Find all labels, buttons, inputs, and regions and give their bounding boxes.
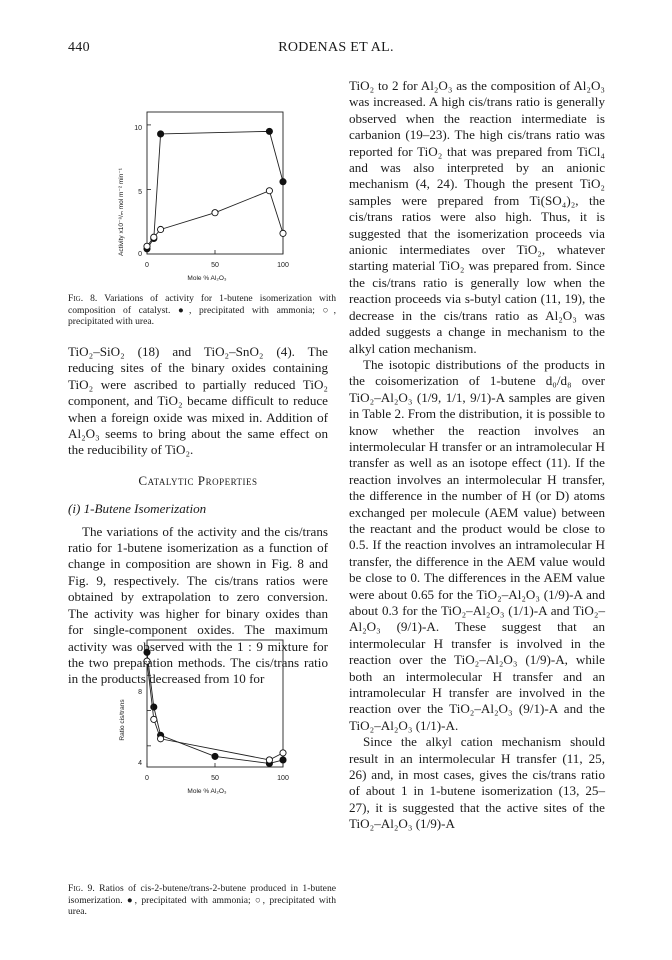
left-paragraph-1: TiO₂–SiO₂ (18) and TiO₂–SnO₂ (4). The reducing sites of the binary oxides containing TiO₂ were ascribed to partially reduced TiO₂ component, and TiO₂ became difficult to reduce when a foreign oxide was mixed in. Addition of Al₂O₃ seems to bring about the same effect on the reducibility of TiO₂. (68, 344, 328, 458)
fig9-y-tick-8: 8 (138, 689, 142, 696)
fig8-y-tick-10: 10 (134, 125, 142, 132)
right-paragraph-2: The isotopic distributions of the products in the coisomerization of 1-butene d₀/d₈ over TiO₂–Al₂O₃ (1/9, 1/1, 9/1)-A samples are given in Table 2. From the distribution, it is possible to know whether the reaction involves an intermolecular H transfer or an intramolecular H transfer as well as an isotope effect (11). If the reaction involves an intermolecular H transfer, the difference in the number of H (or D) atoms exchanged per molecule (AEM value) between the reactant and the product would be close to 0.5. If the reaction involves an intramolecular H transfer, the difference in the AEM value would be close to 0. The differences in the AEM value were about 0.65 for the TiO₂–Al₂O₃ (1/9)-A and about 0.3 for the TiO₂–Al₂O₃ (1/1)-A and TiO₂–Al₂O₃ (9/1)-A. These suggest that an intermolecular H transfer is involved in the reaction over the TiO₂–Al₂O₃ (1/9)-A, while both an intermolecular H transfer and an intramolecular H transfer are involved in the reaction over the TiO₂–Al₂O₃ (9/1)-A and the TiO₂–Al₂O₃ (1/1)-A. (349, 356, 605, 733)
fig8-x-tick-50: 50 (211, 262, 219, 269)
fig9-point-urea-10 (158, 736, 164, 742)
fig9-y-axis-label: Ratio cis/trans (119, 699, 126, 741)
fig8-y-tick-0: 0 (138, 251, 142, 258)
fig9-point-urea-90 (266, 757, 272, 763)
left-column-text (68, 344, 328, 688)
fig8-y-axis-label: Activity x10⁻⁸/ₘ mol m⁻² min⁻¹ (118, 168, 125, 256)
fig9-point-ammonia-50 (212, 753, 218, 759)
left-paragraph-2: The variations of the activity and the cis/trans ratio for 1-butene isomerization as a function of change in composition are shown in Fig. 8 and Fig. 9, respectively. The cis/trans ratios were obtained by extrapolation to zero conversion. The activity was higher for binary oxides than for single-component oxides. The maximum activity was observed with the 1 : 9 mixture for the two preparation methods. The cis/trans ratio in the products decreased from 10 for (68, 523, 328, 687)
fig9-caption-label: Fig. 9. (68, 883, 95, 894)
fig9-x-tick-100: 100 (277, 775, 289, 782)
fig8-x-tick-100: 100 (277, 262, 289, 269)
fig9-point-urea-5 (151, 716, 157, 722)
page-number: 440 (68, 40, 90, 55)
fig8-x-tick-0: 0 (145, 262, 149, 269)
fig8-caption-label: Fig. 8. (68, 293, 98, 304)
fig8-x-axis-label: Mole % Al₂O₃ (187, 275, 227, 282)
fig9-point-ammonia-100 (280, 757, 286, 763)
right-paragraph-3: Since the alkyl cation mechanism should result in an intermolecular H transfer (11, 25, 26) and, in most cases, gives the cis/trans ratio of about 1 in 1-butene isomerization (13, 25–27), it is suggested that the active sites of the TiO₂–Al₂O₃ (1/9)-A (349, 734, 605, 832)
figure-9-caption (68, 883, 336, 918)
subsection-heading: (i) 1-Butene Isomerization (68, 501, 207, 517)
fig9-x-tick-50: 50 (211, 775, 219, 782)
fig9-point-ammonia-5 (151, 704, 157, 710)
running-title: RODENAS ET AL. (278, 40, 394, 55)
right-column-text (349, 78, 605, 833)
fig9-y-tick-4: 4 (138, 760, 142, 767)
fig8-y-tick-5: 5 (138, 189, 142, 196)
fig9-x-axis-label: Mole % Al₂O₃ (187, 788, 227, 795)
section-heading: Catalytic Properties (138, 472, 258, 488)
fig9-caption-text: Ratios of cis-2-butene/trans-2-butene produced in 1-butene isomerization. ●, precipitated with ammonia; ○, precipitated with urea. (68, 883, 336, 918)
right-paragraph-1: TiO₂ to 2 for Al₂O₃ as the composition of Al₂O₃ was increased. A high cis/trans ratio is generally observed when the reaction intermediate is carbanion (19–23). The high cis/trans ratio was reported for TiO₂ that was prepared from TiCl₄ and was also interpreted by an anionic mechanism (4, 24). Though the present TiO₂ samples were prepared from Ti(SO₄)₂, the cis/trans ratios were also high. Thus, it is suggested that the isomerization proceeds via anionic intermediates over TiO₂, whatever starting material TiO₂ was prepared from. Since the cis/trans ratio is generally low when the reaction proceeds via s-butyl cation (11, 19), the decrease in the cis/trans ratio as Al₂O₃ was added suggests a change in mechanism to the alkyl cation mechanism. (349, 78, 605, 356)
fig9-point-urea-100 (280, 750, 286, 756)
fig8-caption-text: Variations of activity for 1-butene isomerization with composition of catalyst. ●, precipitated with ammonia; ○, precipitated with urea. (68, 293, 337, 328)
fig9-x-tick-0: 0 (145, 775, 149, 782)
